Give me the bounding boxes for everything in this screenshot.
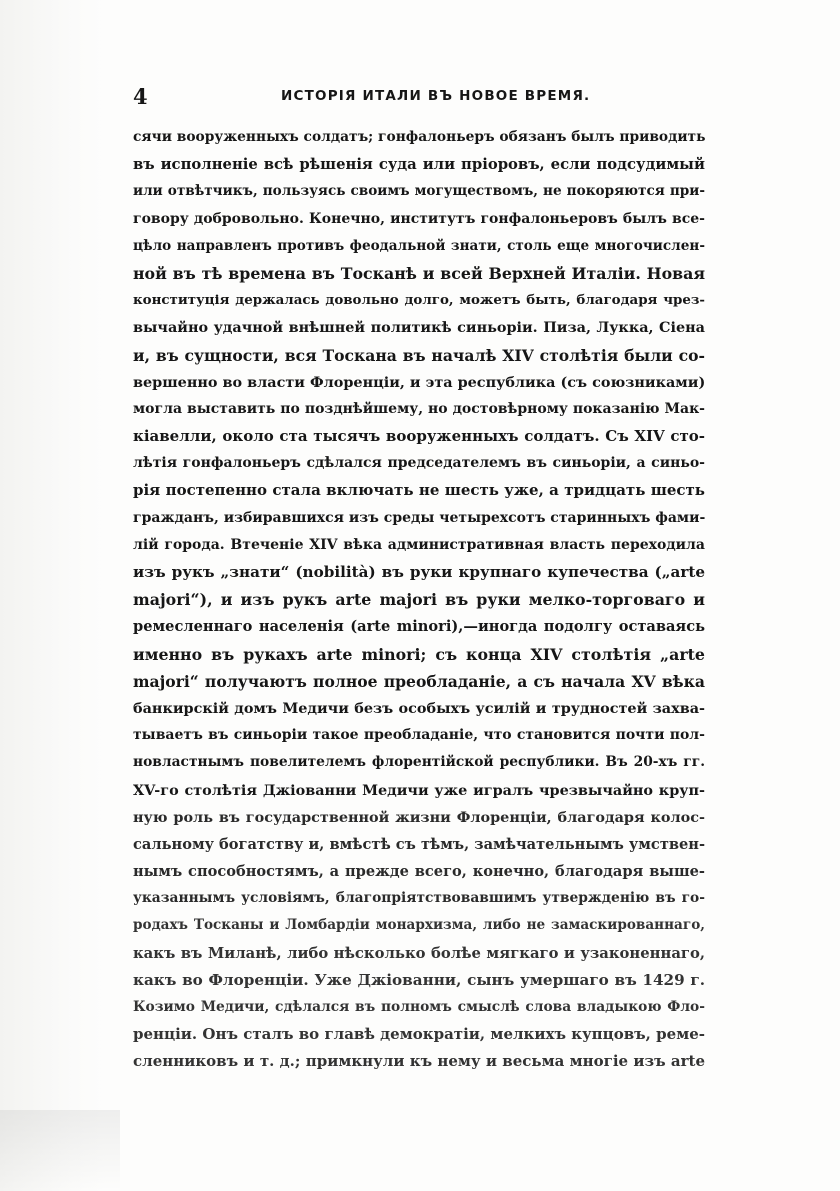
- text-line: majori“), и изъ рукъ arte majori въ руки мелко-торговаго и: [133, 590, 705, 610]
- text-line: majori“ получаютъ полное преобладаніе, а съ начала XV вѣка: [133, 671, 705, 691]
- text-line: XV-го столѣтія Джіованни Медичи уже игралъ чрезвычайно круп-: [133, 781, 705, 799]
- text-line: нымъ способностямъ, а прежде всего, конечно, благодаря выше-: [133, 863, 705, 881]
- text-line: ной въ тѣ времена въ Тосканѣ и всей Верхней Италіи. Новая: [133, 263, 705, 283]
- gutter-shadow: [0, 0, 105, 1191]
- text-line: сленниковъ и т. д.; примкнули къ нему и весьма многіе изъ arte: [133, 1052, 705, 1071]
- scan-shadow: [0, 1110, 120, 1191]
- text-line: конституція держалась довольно долго, можетъ быть, благодаря чрез-: [133, 292, 705, 309]
- text-line: сальному богатству и, вмѣстѣ съ тѣмъ, замѣчательнымъ умствен-: [133, 835, 705, 853]
- text-line: ремесленнаго населенія (arte minori),—иногда подолгу оставаясь: [133, 618, 705, 636]
- body-text: [133, 124, 705, 1076]
- text-line: рія постепенно стала включать не шесть уже, а тридцать шесть: [133, 481, 705, 500]
- page-header: [133, 84, 705, 112]
- text-line: вершенно во власти Флоренціи, и эта республика (съ союзниками): [133, 373, 705, 391]
- text-line: ную роль въ государственной жизни Флоренціи, благодаря колос-: [133, 808, 705, 826]
- text-line: гражданъ, избиравшихся изъ среды четырехсотъ старинныхъ фами-: [133, 509, 705, 526]
- text-line: могла выставить по позднѣйшему, но достовѣрному показанію Мак-: [133, 400, 705, 417]
- text-line: кіавелли, около ста тысячъ вооруженныхъ солдатъ. Съ XIV сто-: [133, 427, 705, 446]
- text-line: изъ рукъ „знати“ (nobilità) въ руки крупнаго купечества („arte: [133, 563, 705, 581]
- text-line: банкирскій домъ Медичи безъ особыхъ усилій и трудностей захва-: [133, 699, 705, 717]
- text-line: тываетъ въ синьоріи такое преобладаніе, что становится почти пол-: [133, 727, 705, 744]
- text-line: сячи вооруженныхъ солдатъ; гонфалоньеръ обязанъ былъ приводить: [133, 129, 705, 145]
- text-line: Козимо Медичи, сдѣлался въ полномъ смыслѣ слова владыкою Фло-: [133, 999, 705, 1015]
- text-line: какъ въ Миланѣ, либо нѣсколько болѣе мягкаго и узаконеннаго,: [133, 944, 705, 962]
- text-line: лій города. Втеченіе XIV вѣка административная власть переходила: [133, 536, 705, 553]
- text-line: именно въ рукахъ arte minori; съ конца XIV столѣтія „arte: [133, 644, 705, 664]
- text-line: указаннымъ условіямъ, благопріятствовавшимъ утвержденію въ го-: [133, 890, 705, 907]
- text-line: ренціи. Онъ сталъ во главѣ демократіи, мелкихъ купцовъ, реме-: [133, 1025, 705, 1044]
- text-line: цѣло направленъ противъ феодальной знати, столь еще многочислен-: [133, 237, 705, 254]
- text-line: вычайно удачной внѣшней политикѣ синьоріи. Пиза, Лукка, Сіена: [133, 319, 705, 337]
- text-line: лѣтія гонфалоньеръ сдѣлался председателемъ въ синьоріи, а синьо-: [133, 455, 705, 472]
- text-line: говору добровольно. Конечно, институтъ гонфалоньеровъ былъ все-: [133, 210, 705, 227]
- text-line: и, въ сущности, вся Тоскана въ началѣ XIV столѣтія были со-: [133, 345, 705, 365]
- page-number: 4: [133, 84, 148, 109]
- running-title: ИСТОРІЯ ИТАЛИ ВЪ НОВОЕ ВРЕМЯ.: [281, 88, 591, 104]
- text-line: или отвѣтчикъ, пользуясь своимъ могуществомъ, не покоряются при-: [133, 183, 705, 200]
- text-line: какъ во Флоренціи. Уже Джіованни, сынъ умершаго въ 1429 г.: [133, 970, 705, 989]
- text-line: въ исполненіе всѣ рѣшенія суда или пріоровъ, если подсудимый: [133, 156, 705, 174]
- text-line: родахъ Тосканы и Ломбардіи монархизма, либо не замаскированнаго,: [133, 917, 705, 934]
- text-line: новластнымъ повелителемъ флорентійской республики. Въ 20-хъ гг.: [133, 754, 705, 771]
